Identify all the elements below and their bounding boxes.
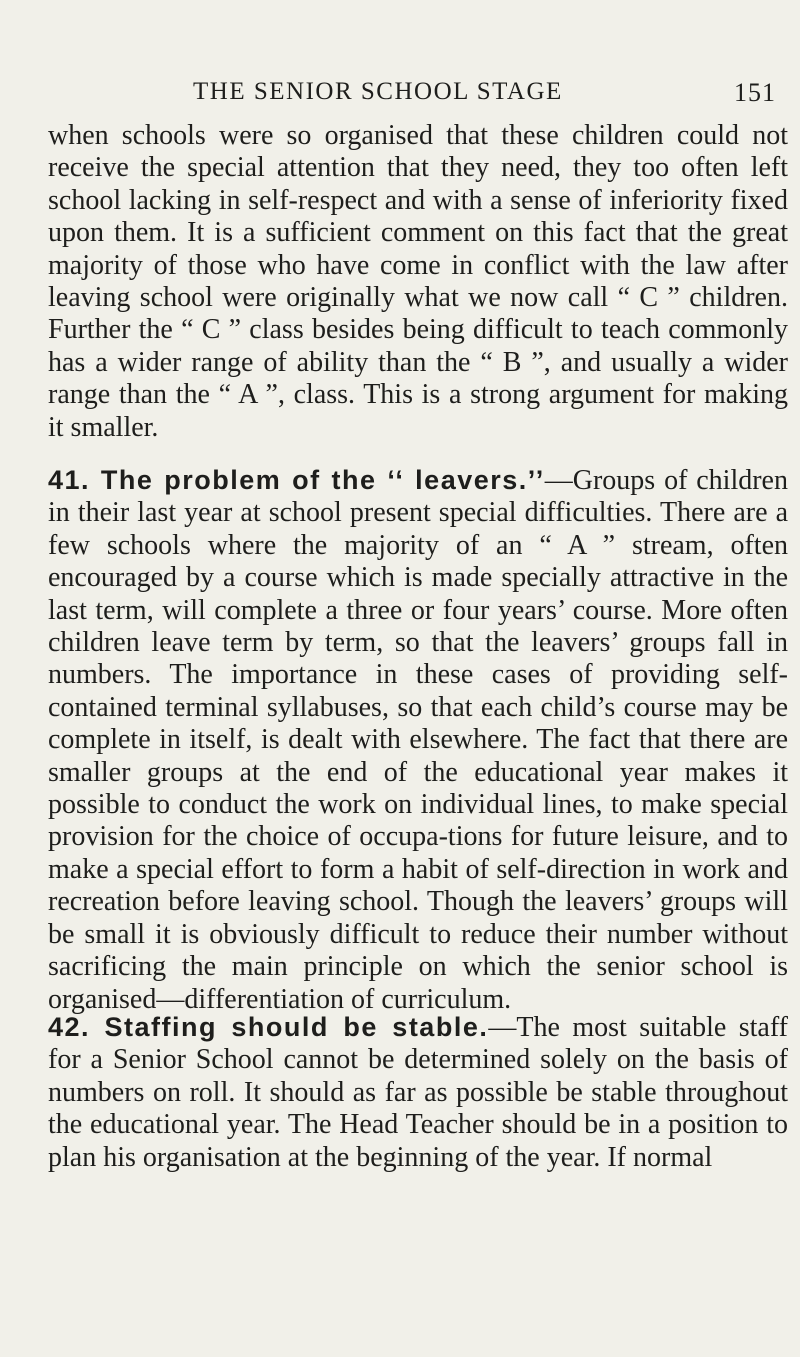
- paragraph-41: [48, 464, 788, 1016]
- paragraph-text: when schools were so organised that these children could not receive the special attention that they need, they too often left school lacking in self-respect and with a sense of inferiority fixed upon them. It is a sufficient comment on this fact that the great majority of those who have come in conflict with the law after leaving school were originally what we now call “ C ” children. Further the “ C ” class besides being difficult to teach commonly has a wider range of ability than the “ B ”, and usually a wider range than the “ A ”, class. This is a strong argument for making it smaller.: [48, 120, 788, 443]
- running-head: [48, 78, 788, 108]
- paragraph-text: —Groups of children in their last year at school present special difficulties. There are a few schools where the majority of an “ A ” stream, often encouraged by a course which is made specially attractive in the last term, will complete a three or four years’ course. More often children leave term by term, so that the leavers’ groups fall in numbers. The importance in these cases of providing self-contained terminal syllabuses, so that each child’s course may be complete in itself, is dealt with elsewhere. The fact that there are smaller groups at the end of the educational year makes it possible to conduct the work on individual lines, to make special provision for the choice of occupa-tions for future leisure, and to make a special effort to form a habit of self-direction in work and recreation before leaving school. Though the leavers’ groups will be small it is obviously difficult to reduce their number without sacrificing the main principle on which the senior school is organised—differentiation of curriculum.: [48, 465, 788, 1015]
- section-heading-41: 41. The problem of the ‘‘ leavers.’’: [48, 465, 545, 495]
- running-head-title: THE SENIOR SCHOOL STAGE: [193, 78, 563, 105]
- paragraph-continued: [48, 120, 788, 444]
- section-heading-42: 42. Staffing should be stable.: [48, 1012, 489, 1042]
- paragraph-42: [48, 1011, 788, 1174]
- page-number: 151: [734, 78, 776, 107]
- paragraph-text: —The most suitable staff for a Senior School cannot be determined solely on the basis of numbers on roll. It should as far as possible be stable throughout the educational year. The Head Teacher should be in a position to plan his organisation at the beginning of the year. If normal: [48, 1012, 788, 1173]
